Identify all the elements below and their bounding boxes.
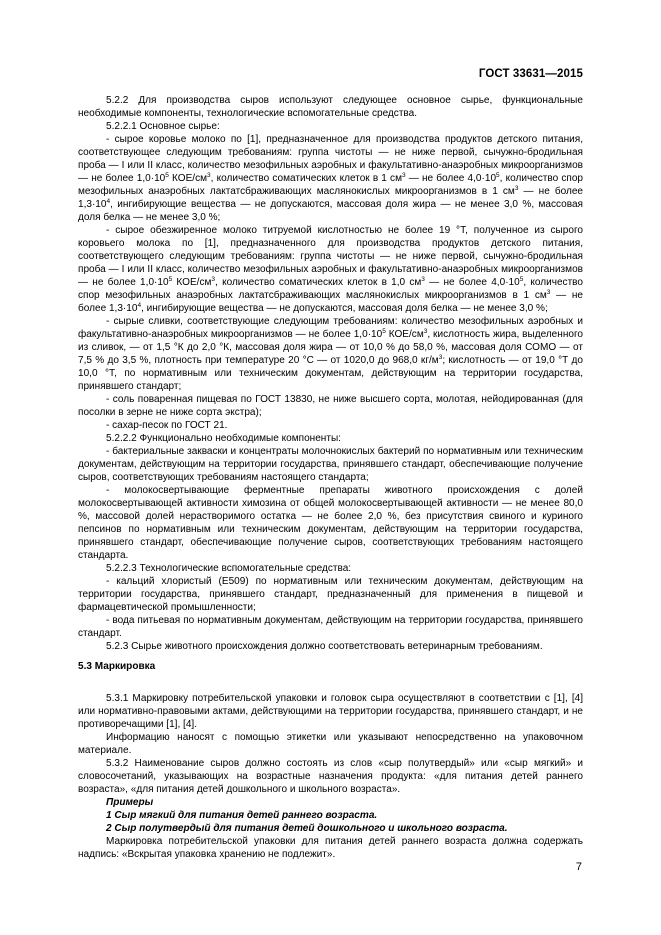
examples-title: Примеры [106,797,154,808]
paragraph-5-3-1: 5.3.1 Маркировку потребительской упаковки и головок сыра осуществляют в соответствии с [1], [4] или нормативно-правовыми актами, действующими на территории государства, принявшего стандарт, и не противоречащими [1], [4]. [78,693,583,730]
item-salt: - соль поваренная пищевая по ГОСТ 13830, не ниже высшего сорта, молотая, нейодированная (для посолки в зерне не ниже сорта экстра); [78,394,583,418]
paragraph-5-2-2: 5.2.2 Для производства сыров используют следующее основное сырье, функциональные необходимые компоненты, технологические вспомогательные средства. [78,95,583,119]
item-sugar: - сахар-песок по ГОСТ 21. [106,420,228,431]
item-calcium-chloride: - кальций хлористый (Е509) по нормативным или техническим документам, действующим на территории государства, принявшего стандарт, предназначенный для применения в пищевой и фармацевтической промышленности; [78,576,583,613]
item-cream: - сырые сливки, соответствующие следующим требованиям: количество мезофильных аэробных и факультативно-анаэробных микроорганизмов — не более $1,0\cdot 10^5$ КОЕ/$см^3$, кислотность жира, выделенного из сливок, — от 1,5 °К до 2,0 °К, массовая доля жира — от 10,0 % до 58,0 %, массовая доля СОМО — от 7,5 % до 3,5 %, плотность при температуре 20 °С — от 1020,0 до 968,0 $кг/м^3$; кислотность — от 19,0 °Т до 10,0 °Т, по нормативным или техническим документам, действующим на территории государства, принявшего стандарт; [78,316,583,392]
item-starters: - бактериальные закваски и концентраты молочнокислых бактерий по нормативным или техническим документам, действующим на территории государства, принявшего стандарт, обеспечивающие получение сыров, соответствующих требованиям настоящего стандарта; [78,446,583,483]
paragraph-5-2-2-3: 5.2.2.3 Технологические вспомогательные средства: [106,563,352,574]
example-2: 2 Сыр полутвердый для питания детей дошкольного и школьного возраста. [106,823,508,834]
paragraph-info: Информацию наносят с помощью этикетки или указывают непосредственно на упаковочном материале. [78,732,583,756]
paragraph-5-2-2-2: 5.2.2.2 Функционально необходимые компоненты: [106,433,341,444]
item-skim-milk: - сырое обезжиренное молоко титруемой кислотностью не более 19 °Т, полученное из сырого коровьего молока по [1], предназначенного для производства продуктов детского питания, соответствующего следующим требованиям: группа чистоты — не ниже первой, сычужно-бродильная проба — I или II класс, количество мезофильных аэробных и факультативно-анаэробных микроорганизмов — не более $1,0\cdot 10^5$ КОЕ/$см^3$, количество соматических клеток в 1,0 $см^3$ — не более $4,0\cdot 10^5$, количество спор мезофильных анаэробных лактатсбраживающих маслянокислых микроорганизмов в 1 $см^3$ — не более $1,3\cdot 10^4$, ингибирующие вещества — не допускаются, массовая доля белка — не менее 3,0 %; [78,225,583,314]
example-1: 1 Сыр мягкий для питания детей раннего возраста. [106,810,378,821]
paragraph-5-3-2: 5.3.2 Наименование сыров должно состоять из слов «сыр полутвердый» или «сыр мягкий» и словосочетаний, указывающих на возрастные назначения продукта: «для питания детей раннего возраста», «для питания детей дошкольного и школьного возраста». [78,758,583,795]
item-water: - вода питьевая по нормативным документам, действующим на территории государства, принявшего стандарт. [78,615,583,639]
page-number: 7 [575,861,582,873]
document-body [78,94,583,861]
paragraph-5-2-2-1: 5.2.2.1 Основное сырье: [106,121,220,132]
paragraph-label-note: Маркировка потребительской упаковки для питания детей раннего возраста должна содержать надпись: «Вскрытая упаковка хранению не подлежит». [78,836,583,860]
standard-header: ГОСТ 33631—2015 [478,68,583,80]
item-enzymes: - молокосвертывающие ферментные препараты животного происхождения с долей молокосвертывающей активности химозина от общей молокосвертывающей активности — не менее 80,0 %, массовой долей нерастворимого остатка — не более 2,0 %, без присутствия свиного и куриного пепсинов по нормативным или техническим документам, действующим на территории государства, принявшего стандарт, обеспечивающие получение сыров, соответствующих требованиям настоящего стандарта. [78,485,583,561]
item-raw-milk: - сырое коровье молоко по [1], предназначенное для производства продуктов детского питания, соответствующее следующим требованиям: группа чистоты — не ниже первой, сычужно-бродильная проба — I или II класс, количество мезофильных аэробных и факультативно-анаэробных микроорганизмов — не более $1,0\cdot 10^5$ КОЕ/$см^3$, количество соматических клеток в 1 $см^3$ — не более $4,0\cdot 10^5$, количество спор мезофильных анаэробных лактатсбраживающих маслянокислых микроорганизмов в 1 $см^3$ — не более $1,3\cdot 10^4$, ингибирующие вещества — не допускаются, массовая доля жира — не менее 3,0 %, массовая доля белка — не менее 3,0 %; [78,134,584,223]
section-heading-5-3: 5.3 Маркировка [78,661,156,672]
paragraph-5-2-3: 5.2.3 Сырье животного происхождения должно соответствовать ветеринарным требованиям. [106,641,543,652]
